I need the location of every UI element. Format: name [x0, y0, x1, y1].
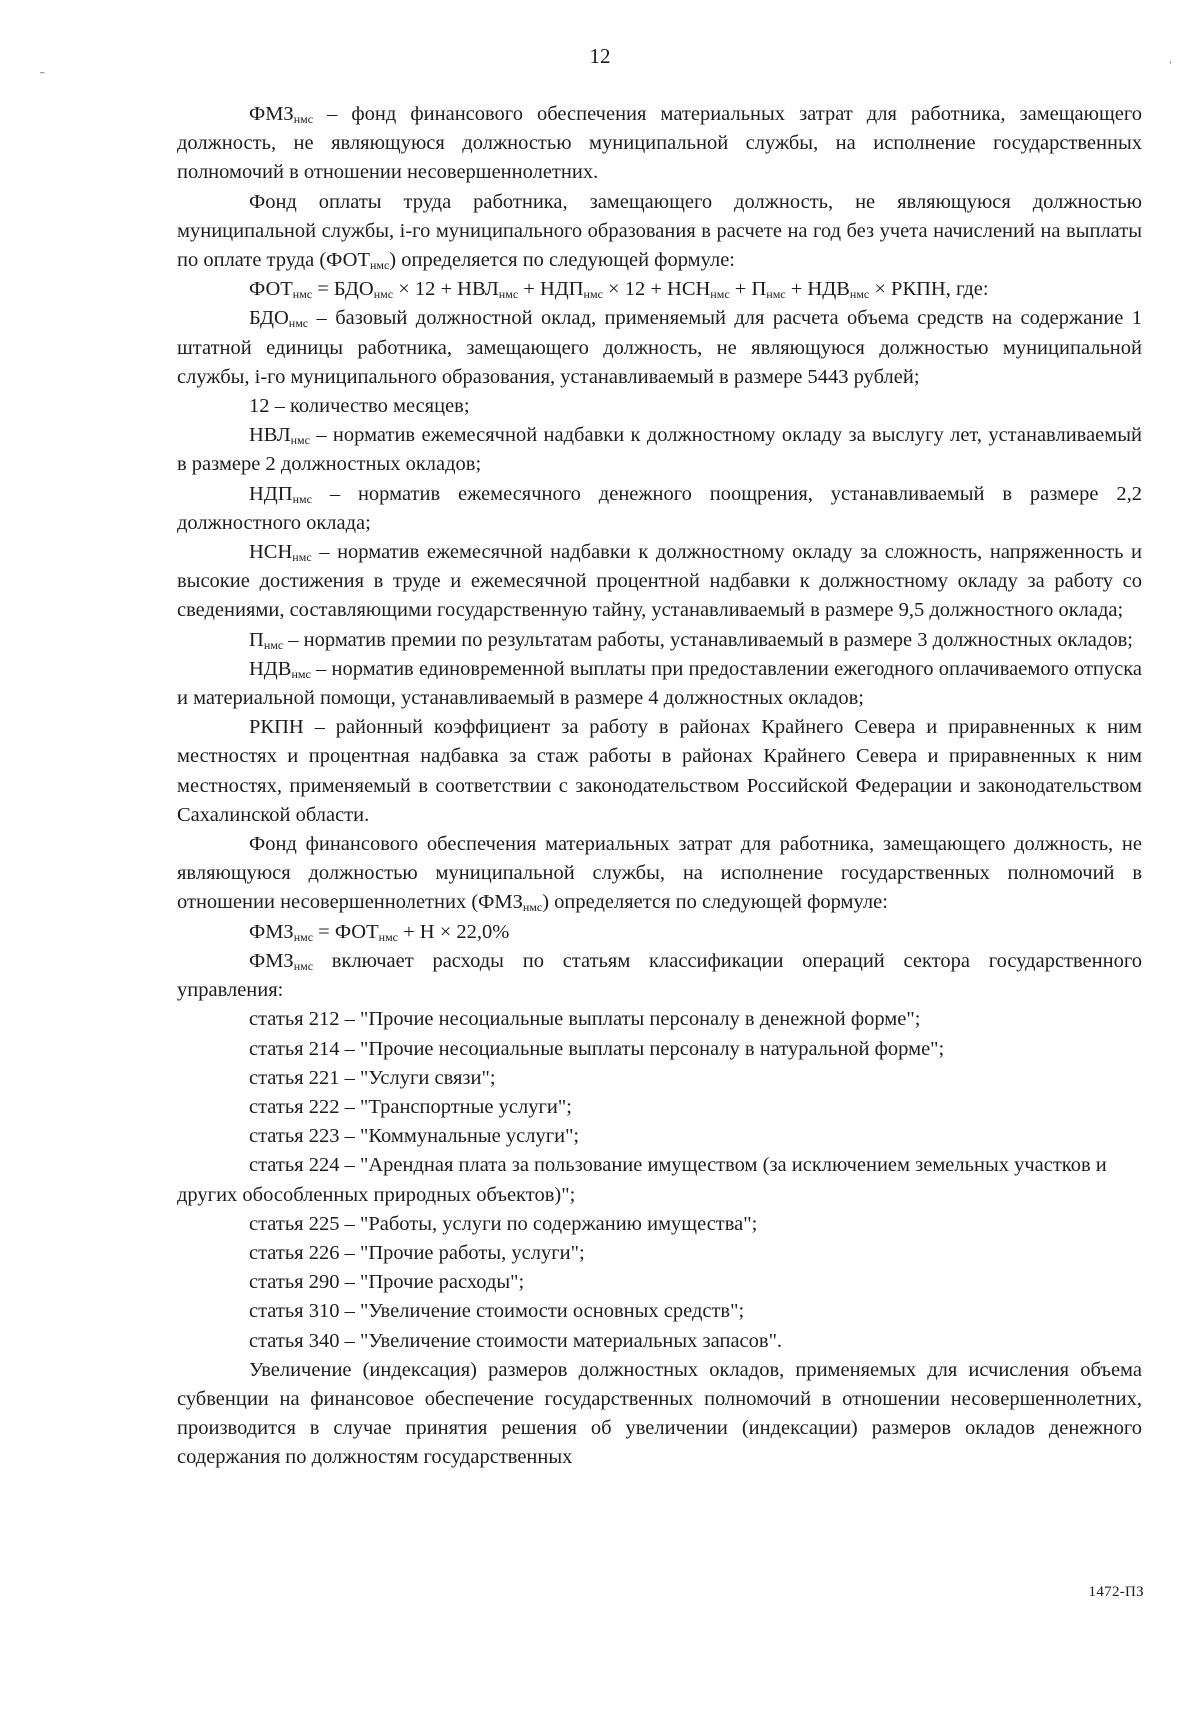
formula-part: = ФОТ [313, 920, 379, 943]
formula-subscript: нмс [710, 287, 730, 302]
article-item: статья 222 – "Транспортные услуги"; [249, 1095, 572, 1118]
formula-part: + НДВ [785, 278, 850, 301]
formula-fmz [177, 918, 1142, 947]
paragraph-text: Фонд финансового обеспечения материальных затрат для работника, замещающего должность, не являющуюся должностью муниципальной службы, на исполнение государственных полномочий в отношении несовершеннолетних (ФМЗ [177, 833, 1142, 914]
subscript: нмс [369, 258, 390, 273]
term-ndv: НДВ [249, 657, 292, 680]
scan-speck: ˉ [40, 70, 45, 85]
term-fmz: ФМЗ [249, 103, 294, 125]
definition-text: – норматив ежемесячного денежного поощрения, устанавливаемый в размере 2,2 должностного оклада; [177, 482, 1142, 534]
formula-part: + Н × 22,0% [397, 920, 510, 943]
formula-part: + НДП [518, 278, 584, 301]
term-p: П [249, 628, 264, 651]
formula-part: + П [729, 278, 767, 301]
formula-part: × 12 + НВЛ [393, 278, 499, 301]
paragraph-nvl-definition [177, 421, 1142, 479]
article-item: статья 212 – "Прочие несоциальные выплаты персоналу в денежной форме"; [249, 1008, 921, 1031]
paragraph-text: ) определяется по следующей формуле: [389, 249, 735, 272]
article-item: статья 223 – "Коммунальные услуги"; [249, 1125, 580, 1148]
term-ndp: НДП [249, 482, 293, 505]
article-item: статья 340 – "Увеличение стоимости материальных запасов". [249, 1329, 783, 1352]
definition-text: – норматив премии по результатам работы, устанавливаемый в размере 3 должностных окладов; [283, 628, 1133, 651]
paragraph-fot-intro [177, 188, 1142, 276]
article-item: статья 225 – "Работы, услуги по содержанию имущества"; [249, 1212, 758, 1235]
paragraph-text: включает расходы по статьям классификации операций сектора государственного управления: [177, 949, 1142, 1002]
formula-fot [177, 275, 1142, 304]
paragraph-rkpn-definition: РКПН – районный коэффициент за работу в районах Крайнего Севера и приравненных к ним местностях и процентная надбавка за стаж работы в районах Крайнего Севера и приравненных к ним местностях, применяемый в соответствии с законодательством Российской Федерации и законодательством Сахалинской области. [177, 716, 1142, 826]
paragraph-text: Фонд оплаты труда работника, замещающего должность, не являющуюся должностью муниципальной службы, i-го муниципального образования в расчете на год без учета начислений на выплаты по оплате труда (ФОТ [177, 190, 1142, 272]
page-number: 12 [589, 44, 611, 68]
formula-part: × РКПН, где: [869, 278, 989, 301]
formula-part: ФОТ [249, 278, 293, 301]
article-item: статья 214 – "Прочие несоциальные выплаты персоналу в натуральной форме"; [249, 1037, 945, 1060]
subscript: нмс [293, 112, 314, 126]
formula-part: = БДО [312, 278, 374, 301]
definition-text: – норматив ежемесячной надбавки к должностному окладу за сложность, напряженность и высокие достижения в труде и ежемесячной процентной надбавки к должностному окладу за работу со сведениями, составляющими государственную тайну, устанавливаемый в размере 9,5 должностного оклада; [177, 541, 1142, 622]
formula-subscript: нмс [498, 287, 519, 302]
term-nvl: НВЛ [249, 424, 291, 447]
paragraph-indexation: Увеличение (индексация) размеров должностных окладов, применяемых для исчисления объема субвенции на финансовое обеспечение государственных полномочий в отношении несовершеннолетних, производится в случае принятия решения об увеличении (индексации) размеров окладов денежного содержания по должностям государственных [177, 1358, 1142, 1469]
formula-subscript: нмс [292, 287, 313, 302]
term-nsn: НСН [249, 541, 293, 564]
term-bdo: БДО [249, 307, 289, 330]
formula-part: ФМЗ [249, 920, 294, 943]
document-body [177, 100, 1142, 1473]
formula-subscript: нмс [373, 287, 394, 302]
subscript: нмс [290, 433, 310, 448]
formula-subscript: нмс [378, 929, 398, 944]
formula-subscript: нмс [766, 287, 786, 302]
article-item: статья 221 – "Услуги связи"; [249, 1066, 496, 1089]
articles-list [177, 1005, 1142, 1355]
document-code: 1472-ПЗ [1088, 1584, 1144, 1600]
definition-text: – базовый должностной оклад, применяемый для расчета объема средств на содержание 1 штатной единицы работника, замещающего должность, не являющуюся должностью муниципальной службы, i-го муниципального образования, устанавливаемый в размере 5443 рублей; [177, 307, 1142, 388]
paragraph-nsn-definition [177, 538, 1142, 626]
paragraph-fmz-includes [177, 947, 1142, 1005]
paragraph-text: ) определяется по следующей формуле: [542, 891, 888, 914]
subscript: нмс [293, 958, 314, 973]
subscript: нмс [522, 900, 543, 915]
paragraph-bdo-definition [177, 304, 1142, 392]
paragraph-p-definition [177, 626, 1142, 655]
definition-text: – фонд финансового обеспечения материальных затрат для работника, замещающего должность, не являющуюся должностью муниципальной службы, на исполнение государственных полномочий в отношении несовершеннолетних. [177, 103, 1142, 184]
subscript: нмс [288, 316, 309, 331]
paragraph-ndp-definition [177, 480, 1142, 538]
definition-text: – норматив единовременной выплаты при предоставлении ежегодного оплачиваемого отпуска и материальной помощи, устанавливаемый в размере 4 должностных окладов; [177, 657, 1142, 710]
paragraph-fmz-intro [177, 830, 1142, 918]
term-fmz: ФМЗ [249, 949, 294, 972]
article-item: статья 226 – "Прочие работы, услуги"; [249, 1241, 585, 1264]
article-item: статья 290 – "Прочие расходы"; [249, 1271, 525, 1294]
paragraph-ndv-definition [177, 655, 1142, 713]
subscript: нмс [263, 637, 284, 652]
paragraph-months: 12 – количество месяцев; [249, 395, 470, 418]
subscript: нмс [291, 666, 311, 681]
article-item: статья 224 – "Арендная плата за пользование имуществом (за исключением земельных участков и других обособленных природных объектов)"; [177, 1154, 1107, 1206]
scan-speck: ˈ [1168, 60, 1173, 75]
formula-subscript: нмс [293, 929, 314, 944]
subscript: нмс [292, 550, 312, 565]
formula-subscript: нмс [849, 287, 870, 302]
article-item: статья 310 – "Увеличение стоимости основных средств"; [249, 1300, 745, 1323]
paragraph-fmz-definition [177, 100, 1142, 188]
formula-part: × 12 + НСН [602, 278, 711, 301]
subscript: нмс [292, 491, 312, 506]
formula-subscript: нмс [583, 287, 603, 302]
definition-text: – норматив ежемесячной надбавки к должностному окладу за выслугу лет, устанавливаемый в размере 2 должностных окладов; [177, 424, 1142, 476]
